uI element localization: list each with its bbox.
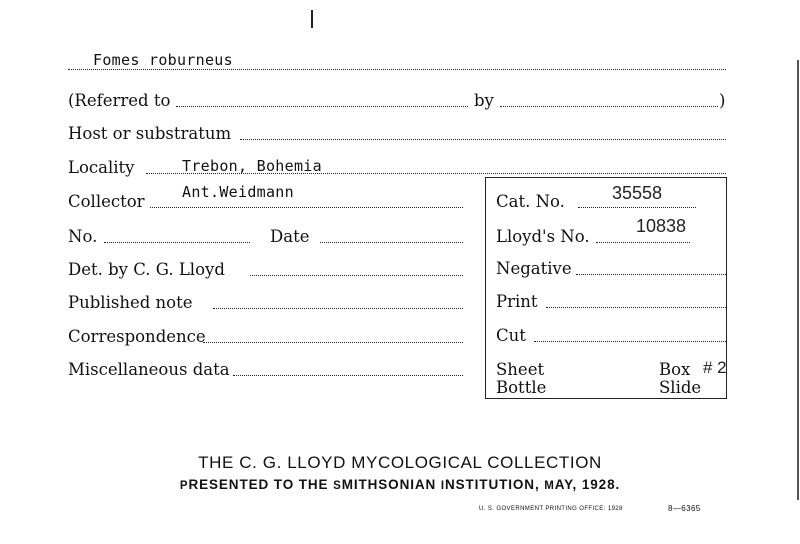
- date-label: Date: [270, 227, 310, 246]
- cat-no-line: [578, 207, 696, 208]
- punch-mark: [311, 10, 313, 28]
- date-line: [320, 242, 463, 243]
- box-value: # 2: [703, 358, 727, 377]
- specimen-line: [68, 69, 726, 70]
- collector-value: Ant.Weidmann: [182, 183, 294, 201]
- bottle-label: Bottle: [496, 378, 547, 397]
- correspondence-label: Correspondence: [68, 327, 206, 346]
- form-number: 8—6365: [668, 504, 701, 513]
- collection-subtitle: PRESENTED TO THE SMITHSONIAN INSTITUTION, MAY, 1928.: [179, 477, 621, 492]
- cut-label: Cut: [496, 326, 526, 345]
- print-line: [546, 307, 726, 308]
- edge-mark: [797, 60, 799, 500]
- by-label: by: [474, 91, 494, 110]
- lloyds-no-value: 10838: [636, 216, 687, 236]
- box-label: Box: [659, 360, 691, 379]
- by-line: [500, 106, 718, 107]
- det-label: Det. by C. G. Lloyd: [68, 260, 225, 279]
- cat-no-value: 35558: [612, 183, 663, 203]
- misc-line: [233, 375, 463, 376]
- negative-line: [576, 274, 726, 275]
- lloyds-no-label: Lloyd's No.: [496, 227, 590, 246]
- slide-label: Slide: [659, 378, 702, 397]
- specimen-name: Fomes roburneus: [93, 51, 233, 69]
- det-line: [250, 275, 463, 276]
- close-paren: ): [719, 91, 726, 110]
- collector-line: [150, 207, 463, 208]
- host-line: [240, 139, 726, 140]
- sheet-label: Sheet: [496, 360, 545, 379]
- misc-label: Miscellaneous data: [68, 360, 230, 379]
- no-line: [104, 242, 250, 243]
- host-label: Host or substratum: [68, 124, 232, 143]
- cut-line: [534, 341, 726, 342]
- printing-office-note: U. S. GOVERNMENT PRINTING OFFICE: 1928: [479, 506, 623, 512]
- published-label: Published note: [68, 293, 193, 312]
- published-line: [213, 308, 463, 309]
- locality-label: Locality: [68, 158, 135, 177]
- referred-to-label: (Referred to: [68, 91, 171, 110]
- referred-to-line: [176, 106, 468, 107]
- correspondence-line: [203, 342, 463, 343]
- collection-title: THE C. G. LLOYD MYCOLOGICAL COLLECTION: [198, 453, 602, 472]
- cat-no-label: Cat. No.: [496, 192, 565, 211]
- locality-value: Trebon, Bohemia: [182, 157, 322, 175]
- collector-label: Collector: [68, 192, 145, 211]
- negative-label: Negative: [496, 259, 572, 278]
- print-label: Print: [496, 292, 538, 311]
- no-label: No.: [68, 227, 98, 246]
- lloyds-no-line: [596, 242, 690, 243]
